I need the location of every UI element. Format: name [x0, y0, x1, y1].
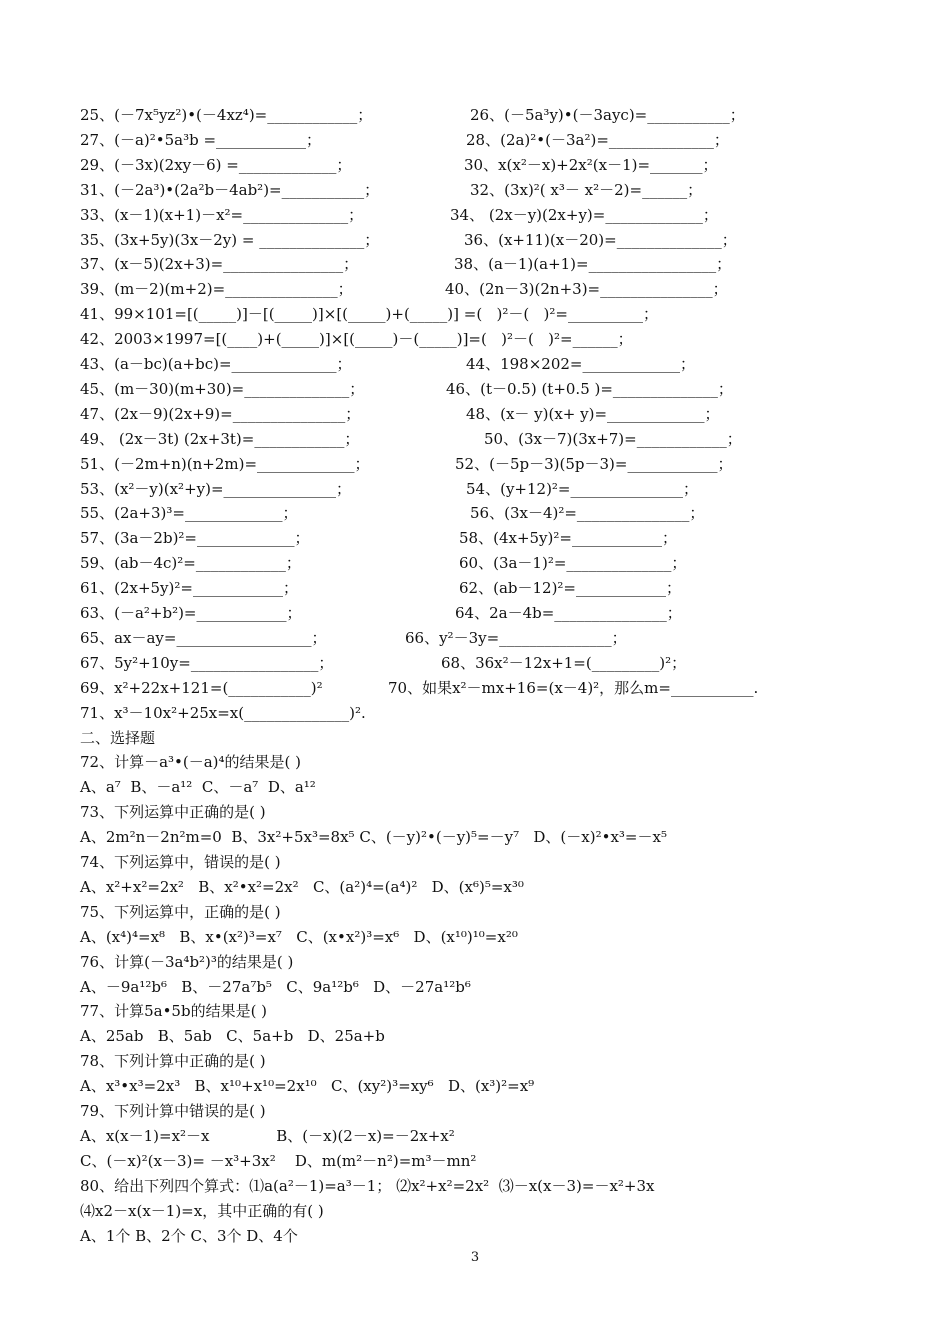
choice-line: 72、计算－a³•(－a)⁴的结果是( )	[80, 753, 302, 772]
problem-item: 62、(ab－12)²=____________；	[459, 579, 682, 598]
choice-line: 74、下列运算中，错误的是( )	[80, 853, 281, 871]
choice-line: A、2m²n－2n²m=0 B、3x²+5x³=8x⁵ C、(－y)²•(－y)⁵=－y⁷ D、(－x)²•x³=－x⁵	[80, 828, 667, 847]
problem-item: 48、(x－ y)(x+ y)=_____________；	[466, 404, 720, 423]
problem-item: 59、(ab－4c)²=____________；	[80, 554, 301, 573]
problem-item: 69、x²+22x+121=(___________)²	[80, 678, 323, 697]
problem-item: 25、(－7x⁵yz²)•(－4xz⁴)=____________；	[80, 106, 373, 124]
problem-item: 45、(m－30)(m+30)=______________；	[80, 379, 365, 398]
choice-line: 75、下列运算中，正确的是( )	[80, 902, 281, 921]
problem-item: 31、(－2a³)•(2a²b－4ab²)=___________；	[80, 180, 380, 199]
problem-item: 47、(2x－9)(2x+9)=_______________；	[80, 404, 361, 423]
choice-line: A、a⁷ B、－a¹² C、－a⁷ D、a¹²	[80, 778, 316, 797]
problem-item: 28、(2a)²•(－3a²)=______________；	[466, 130, 729, 149]
choice-line: A、－9a¹²b⁶ B、－27a⁷b⁵ C、9a¹²b⁶ D、－27a¹²b⁶	[80, 977, 471, 996]
choice-line: 80、给出下列四个算式：⑴a(a²－1)=a³－1； ⑵x²+x²=2x² ⑶－x(x－3)=－x²+3x	[80, 1176, 655, 1195]
choice-line: 77、计算5a•5b的结果是( )	[80, 1002, 268, 1021]
problem-item: 56、(3x－4)²=_______________；	[470, 504, 705, 523]
problem-item: 33、(x－1)(x+1)－x²=______________；	[80, 205, 364, 224]
problem-item: 42、2003×1997=[(____)+(_____)]×[(_____)－(_____)]=( )²－( )²=______；	[80, 330, 633, 349]
choice-line: 78、下列计算中正确的是( )	[80, 1052, 266, 1071]
choice-line: A、(x⁴)⁴=x⁸ B、x•(x²)³=x⁷ C、(x•x²)³=x⁶ D、(x¹⁰)¹⁰=x²⁰	[80, 927, 518, 946]
problem-item: 40、(2n－3)(2n+3)=_______________；	[445, 280, 728, 299]
problem-item: 64、2a－4b=_______________；	[455, 604, 682, 622]
problem-item: 50、(3x－7)(3x+7)=____________；	[484, 429, 742, 448]
choice-line: 76、计算(－3a⁴b²)³的结果是( )	[80, 952, 294, 971]
problem-item: 34、 (2x－y)(2x+y)=_____________；	[450, 205, 718, 224]
problem-item: 63、(－a²+b²)=____________；	[80, 604, 302, 622]
problem-item: 55、(2a+3)³=_____________；	[80, 504, 298, 523]
choice-line: A、x³•x³=2x³ B、x¹⁰+x¹⁰=2x¹⁰ C、(xy²)³=xy⁶ D、(x³)²=x⁹	[80, 1077, 535, 1096]
problem-item: 71、x³－10x²+25x=x(______________)².	[80, 703, 366, 722]
problem-item: 51、(－2m+n)(n+2m)=_____________；	[80, 454, 370, 473]
problem-item: 60、(3a－1)²=______________；	[459, 554, 687, 573]
section-heading: 二、选择题	[80, 728, 156, 747]
problem-item: 27、(－a)²•5a³b =____________；	[80, 130, 322, 149]
problem-item: 37、(x－5)(2x+3)=________________；	[80, 255, 359, 274]
problem-item: 30、x(x²－x)+2x²(x－1)=_______；	[464, 155, 718, 174]
choice-line: A、x(x－1)=x²－x B、(－x)(2－x)=－2x+x²	[80, 1126, 455, 1145]
problem-item: 39、(m－2)(m+2)=_______________；	[80, 280, 353, 299]
page-number: 3	[470, 1250, 480, 1265]
problem-item: 58、(4x+5y)²=____________；	[459, 529, 677, 548]
problem-item: 43、(a－bc)(a+bc)=______________；	[80, 355, 352, 373]
choice-line: 73、下列运算中正确的是( )	[80, 803, 266, 822]
problem-item: 65、ax－ay=__________________；	[80, 628, 327, 647]
problem-item: 68、36x²－12x+1=(_________)²；	[441, 653, 687, 672]
choice-line: 79、下列计算中错误的是( )	[80, 1102, 266, 1120]
problem-item: 36、(x+11)(x－20)=______________；	[464, 230, 737, 249]
problem-item: 54、(y+12)²=_______________；	[466, 479, 699, 498]
problem-item: 67、5y²+10y=_________________；	[80, 653, 334, 672]
problem-item: 53、(x²－y)(x²+y)=_______________；	[80, 479, 352, 498]
choice-line: A、x²+x²=2x² B、x²•x²=2x² C、(a²)⁴=(a⁴)² D、(x⁶)⁵=x³⁰	[80, 877, 524, 896]
problem-item: 35、(3x+5y)(3x－2y) = ______________；	[80, 230, 380, 249]
problem-item: 38、(a－1)(a+1)=_________________；	[454, 255, 732, 274]
choice-line: C、(－x)²(x－3)= －x³+3x² D、m(m²－n²)=m³－mn²	[80, 1151, 477, 1170]
choice-line: A、25ab B、5ab C、5a+b D、25a+b	[80, 1027, 385, 1046]
problem-item: 49、 (2x－3t) (2x+3t)=____________；	[80, 429, 360, 448]
problem-item: 57、(3a－2b)²=_____________；	[80, 529, 310, 548]
choice-line: A、1个 B、2个 C、3个 D、4个	[80, 1226, 298, 1245]
problem-item: 46、(t－0.5) (t+0.5 )=______________；	[446, 379, 733, 398]
problem-item: 26、(－5a³y)•(－3ayc)=___________；	[470, 106, 745, 124]
choice-line: ⑷x2－x(x－1)=x，其中正确的有( )	[80, 1201, 324, 1220]
problem-item: 66、y²－3y=_______________；	[405, 628, 627, 647]
problem-item: 41、99×101=[(_____)]－[(_____)]×[(_____)+(_____)] =( )²－( )²=__________；	[80, 305, 658, 324]
problem-item: 70、如果x²－mx+16=(x－4)²，那么m=___________.	[388, 678, 759, 697]
problem-item: 32、(3x)²( x³－ x²－2)=______；	[470, 180, 703, 199]
problem-item: 52、(－5p－3)(5p－3)=____________；	[455, 454, 733, 473]
problem-item: 29、(－3x)(2xy－6) =_____________；	[80, 155, 352, 174]
problem-item: 61、(2x+5y)²=____________；	[80, 579, 298, 598]
problem-item: 44、198×202=_____________；	[466, 355, 695, 373]
